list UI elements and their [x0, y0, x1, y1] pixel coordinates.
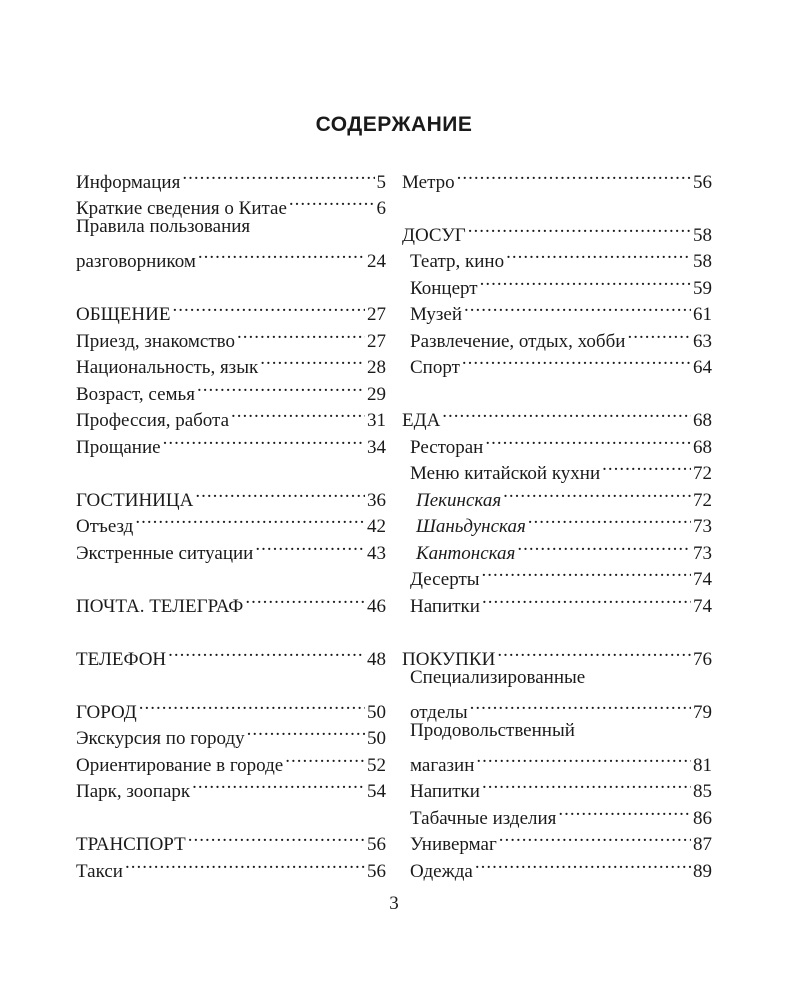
toc-dot-leader	[237, 320, 365, 347]
toc-entry-page: 43	[367, 542, 386, 564]
toc-dot-leader	[476, 744, 691, 771]
toc-entry-page: 72	[693, 489, 712, 511]
page-number: 3	[389, 893, 399, 914]
toc-entry-label: Кантонская	[416, 542, 516, 564]
toc-entry-page: 6	[376, 198, 386, 219]
toc-entry-label: Развлечение, отдых, хобби	[410, 330, 626, 352]
toc-entry-label: Профессия, работа	[76, 410, 230, 431]
toc-entry-page: 72	[693, 463, 712, 484]
toc-dot-leader	[497, 638, 691, 665]
toc-dot-leader	[627, 320, 691, 347]
toc-entry-label: Отъезд	[76, 516, 134, 537]
toc-entry-page: 31	[367, 410, 386, 431]
toc-dot-leader	[188, 824, 365, 851]
toc-entry-label: Меню китайской кухни	[410, 463, 601, 484]
toc-dot-leader	[468, 214, 691, 241]
toc-entry-page: 89	[693, 860, 712, 882]
toc-dot-leader	[125, 850, 365, 877]
toc-entry-page: 36	[367, 489, 386, 511]
toc-entry-label: Театр, кино	[410, 251, 505, 272]
page-title: СОДЕРЖАНИЕ	[315, 113, 473, 136]
toc-entry-label: Напитки	[410, 595, 480, 617]
toc-dot-leader	[172, 294, 365, 321]
toc-dot-leader	[198, 241, 365, 268]
toc-entry-label: Универмаг	[410, 834, 497, 855]
toc-entry-page: 73	[693, 542, 712, 564]
toc-entry-page: 61	[693, 304, 712, 325]
toc-entry-page: 79	[693, 701, 712, 723]
toc-entry-label: ГОРОД	[76, 701, 137, 723]
toc-entry-label: Краткие сведения о Китае	[76, 198, 287, 219]
toc-entry-label: Парк, зоопарк	[76, 781, 191, 802]
toc-entry-label: Прощание	[76, 436, 161, 458]
toc-entry-label: Ориентирование в городе	[76, 754, 284, 776]
toc-entry-page: 73	[693, 516, 712, 537]
toc-entry-page: 68	[693, 410, 712, 431]
toc-entry-label: Табачные изделия	[410, 807, 557, 829]
toc-dot-leader	[462, 347, 691, 374]
toc-entry-label: Напитки	[410, 781, 480, 802]
toc-entry-label: ГОСТИНИЦА	[76, 489, 194, 511]
toc-dot-leader	[482, 771, 691, 798]
toc-entry-label: ТРАНСПОРТ	[76, 834, 186, 855]
toc-entry-label: Экстренные ситуации	[76, 542, 254, 564]
toc-entry-page: 24	[367, 251, 386, 272]
toc-entry-label: ЕДА	[402, 410, 441, 431]
toc-left-column	[76, 161, 386, 882]
toc-dot-leader	[195, 479, 365, 506]
toc-dot-leader	[442, 400, 691, 427]
toc-dot-leader	[163, 426, 365, 453]
toc-entry-page: 54	[367, 781, 386, 802]
toc-entry-page: 56	[367, 860, 386, 882]
toc-dot-leader	[517, 532, 691, 559]
toc-entry-label: Приезд, знакомство	[76, 330, 235, 352]
toc-entry-page: 74	[693, 569, 712, 590]
toc-entry-label: Ресторан	[410, 436, 484, 458]
toc-right-column	[402, 161, 712, 882]
toc-entry[interactable]	[76, 161, 386, 193]
toc-dot-leader	[470, 691, 691, 718]
toc-entry[interactable]	[76, 214, 386, 241]
toc-dot-leader	[135, 506, 365, 533]
toc-entry-label: Национальность, язык	[76, 357, 259, 378]
toc-entry-label: Одежда	[410, 860, 473, 882]
toc-entry-label: Пекинская	[416, 489, 502, 511]
toc-dot-leader	[506, 241, 691, 268]
toc-entry-page: 74	[693, 595, 712, 617]
toc-entry-label: Информация	[76, 171, 181, 193]
toc-entry-label: Возраст, семья	[76, 383, 195, 405]
toc-dot-leader	[475, 850, 691, 877]
toc-entry[interactable]	[402, 426, 712, 458]
toc-entry-page: 50	[367, 728, 386, 749]
toc-dot-leader	[247, 718, 365, 745]
toc-entry[interactable]	[76, 638, 386, 670]
toc-entry-label: Продовольственный	[410, 719, 575, 741]
toc-entry[interactable]	[76, 294, 386, 325]
toc-entry-page: 58	[693, 251, 712, 272]
toc-dot-leader	[231, 400, 365, 427]
toc-entry[interactable]	[402, 665, 712, 692]
toc-entry-label: Экскурсия по городу	[76, 728, 245, 749]
toc-dot-leader	[260, 347, 365, 374]
toc-entry-page: 48	[367, 648, 386, 670]
toc-entry-page: 50	[367, 701, 386, 723]
toc-dot-leader	[192, 771, 365, 798]
toc-entry[interactable]	[402, 161, 712, 193]
toc-entry-label: ДОСУГ	[402, 224, 466, 246]
toc-entry[interactable]	[76, 479, 386, 511]
toc-entry-label: ТЕЛЕФОН	[76, 648, 167, 670]
toc-entry-label: Шаньдунская	[416, 516, 526, 537]
toc-entry-label: Правила пользования	[76, 216, 251, 237]
toc-entry-label: ОБЩЕНИЕ	[76, 304, 171, 325]
toc-entry-page: 59	[693, 277, 712, 299]
toc-dot-leader	[482, 585, 691, 612]
toc-entry-page: 63	[693, 330, 712, 352]
toc-entry-label: отделы	[410, 701, 468, 723]
toc-entry-page: 68	[693, 436, 712, 458]
toc-entry-page: 86	[693, 807, 712, 829]
toc-entry-label: Такси	[76, 860, 123, 882]
toc-dot-leader	[168, 638, 365, 665]
toc-entry[interactable]	[76, 585, 386, 617]
toc-dot-leader	[485, 426, 691, 453]
toc-entry[interactable]	[402, 691, 712, 723]
toc-entry-label: Спорт	[410, 357, 460, 378]
toc-entry-label: Десерты	[410, 569, 480, 590]
toc-dot-leader	[528, 506, 691, 533]
toc-dot-leader	[499, 824, 691, 851]
toc-entry[interactable]	[76, 241, 386, 272]
toc-entry-page: 56	[367, 834, 386, 855]
toc-dot-leader	[457, 161, 691, 188]
toc-entry-label: разговорником	[76, 251, 196, 272]
toc-dot-leader	[289, 188, 375, 215]
toc-entry-label: Метро	[402, 171, 455, 193]
toc-entry[interactable]	[402, 718, 712, 745]
toc-entry-label: Концерт	[410, 277, 478, 299]
toc-entry-page: 76	[693, 648, 712, 670]
toc-entry[interactable]	[402, 638, 712, 670]
toc-dot-leader	[255, 532, 365, 559]
toc-entry-label: магазин	[410, 754, 475, 776]
toc-entry-label: Специализированные	[410, 666, 586, 688]
toc-entry-page: 27	[367, 330, 386, 352]
toc-entry-page: 5	[376, 171, 386, 193]
toc-entry-page: 56	[693, 171, 712, 193]
toc-entry-page: 28	[367, 357, 386, 378]
toc-entry[interactable]	[402, 400, 712, 431]
toc-entry-label: ПОЧТА. ТЕЛЕГРАФ	[76, 595, 244, 617]
toc-entry-page: 42	[367, 516, 386, 537]
toc-entry-page: 81	[693, 754, 712, 776]
toc-dot-leader	[602, 453, 691, 480]
toc-entry-page: 87	[693, 834, 712, 855]
toc-entry-page: 27	[367, 304, 386, 325]
toc-entry-page: 64	[693, 357, 712, 378]
toc-dot-leader	[482, 559, 691, 586]
toc-entry[interactable]	[402, 744, 712, 776]
toc-dot-leader	[139, 691, 365, 718]
toc-entry[interactable]	[402, 214, 712, 246]
toc-entry-page: 29	[367, 383, 386, 405]
toc-dot-leader	[480, 267, 691, 294]
toc-dot-leader	[503, 479, 691, 506]
toc-dot-leader	[464, 294, 691, 321]
toc-dot-leader	[558, 797, 691, 824]
toc-entry[interactable]	[76, 691, 386, 723]
toc-entry-page: 34	[367, 436, 386, 458]
toc-entry-page: 52	[367, 754, 386, 776]
toc-entry-label: Музей	[410, 304, 463, 325]
toc-entry-label: ПОКУПКИ	[402, 648, 496, 670]
toc-entry-page: 46	[367, 595, 386, 617]
toc-entry-page: 58	[693, 224, 712, 246]
toc-dot-leader	[245, 585, 365, 612]
toc-dot-leader	[285, 744, 365, 771]
toc-entry-page: 85	[693, 781, 712, 802]
toc-dot-leader	[197, 373, 365, 400]
toc-dot-leader	[182, 161, 374, 188]
toc-entry[interactable]	[76, 824, 386, 855]
